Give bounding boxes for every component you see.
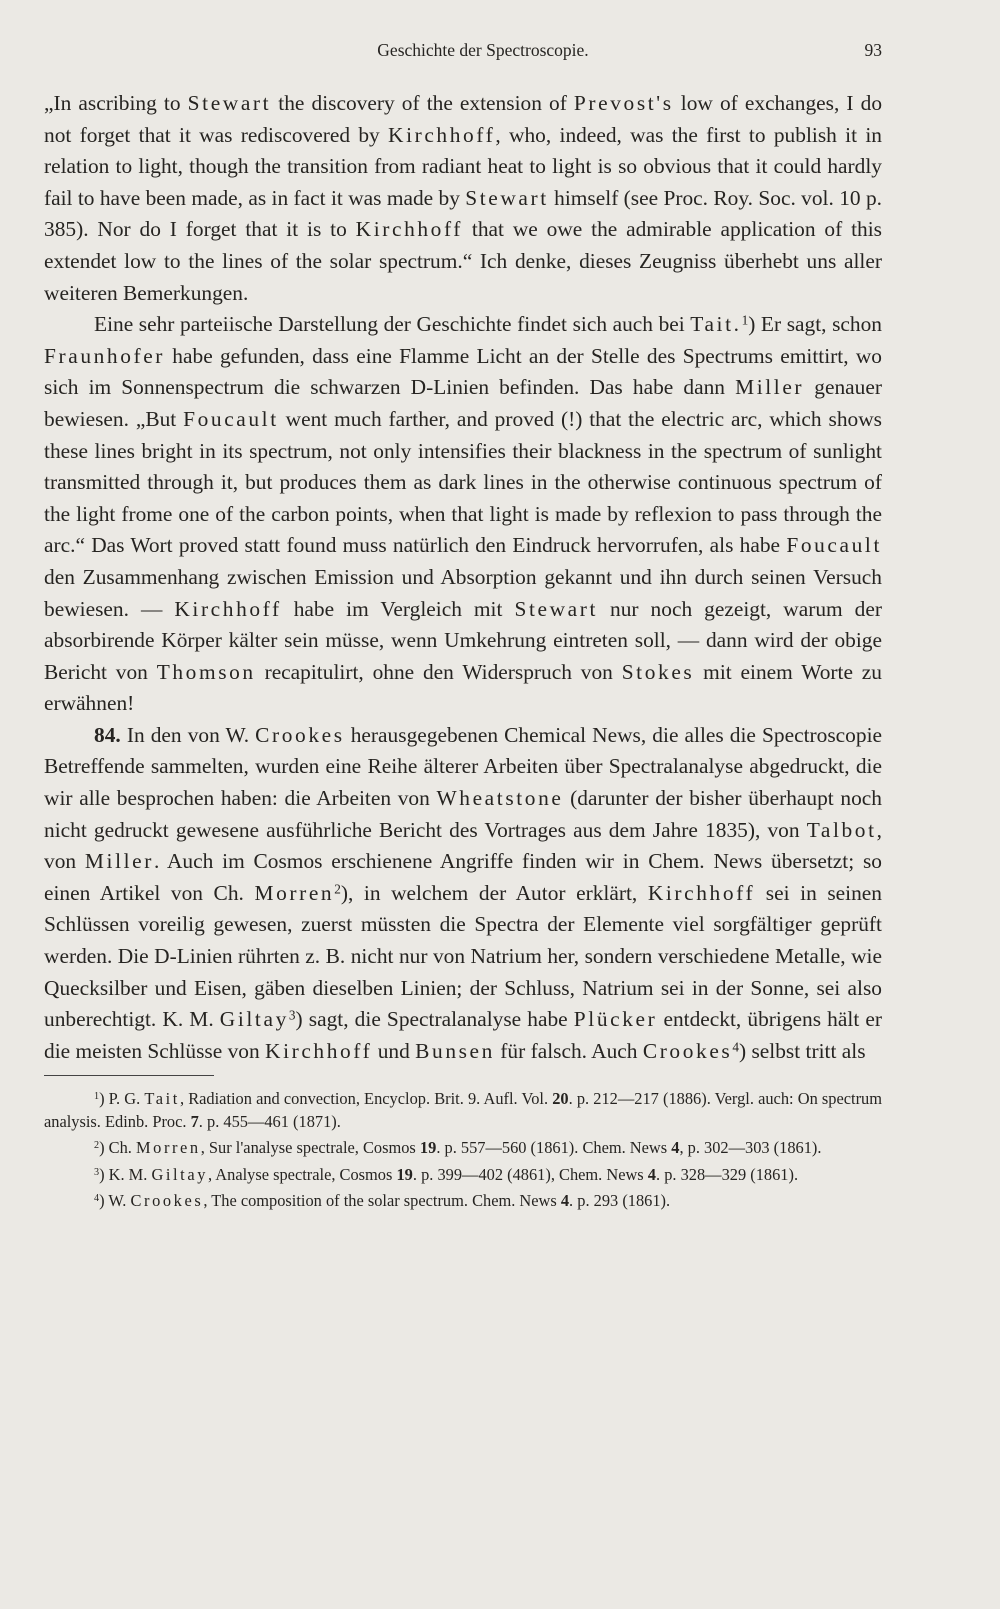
author-name: Giltay [219, 1007, 289, 1032]
footnotes [44, 1088, 882, 1213]
text-span: , von [44, 817, 882, 874]
text-span: ) W. [99, 1191, 131, 1211]
running-head [44, 36, 882, 76]
volume-number: 20 [552, 1089, 569, 1109]
text-span: nur noch gezeigt, warum der absorbirende Körper kälter sein müsse, wenn Umkehrung eintreten soll, — dann wird der obige Bericht von [44, 596, 882, 684]
author-name: Crookes [255, 722, 345, 747]
author-name: Stewart [514, 596, 599, 621]
footnote-ref: 2 [334, 881, 341, 897]
footnote-3 [44, 1164, 882, 1187]
volume-number: 4 [671, 1138, 680, 1158]
text-span: . p. 455—461 (1871). [198, 1111, 341, 1131]
text-span: recapitulirt, ohne den Widerspruch von [255, 659, 622, 684]
author-name: Kirchhoff [174, 596, 282, 621]
paragraph-tait [44, 309, 882, 720]
author-name: Miller [735, 375, 805, 400]
text-span: entdeckt, übrigens hält er die meisten Schlüsse von [44, 1007, 882, 1063]
text-span: sei in seinen Schlüssen voreilig gewesen, zuerst müssten die Spectra der Elemente viel sorgfältiger geprüft werden. Die D-Linien rührten z. B. nicht nur von Natrium her, sondern verschiedene Metalle, wie Quecksilber und Eisen, gäben dieselben Linien; der Schluss, Natrium sei in der Sonne, sei also unberechtigt. K. M. [44, 880, 882, 1032]
text-span: . p. 328—329 (1861). [656, 1164, 799, 1184]
text-span: habe im Vergleich mit [281, 596, 515, 621]
author-name: Foucault [786, 533, 882, 558]
footnote-ref: 1 [741, 312, 749, 328]
main-text [44, 88, 882, 1067]
author-name: Thomson [156, 659, 256, 684]
section-number: 84. [94, 722, 121, 747]
footnote-mark: 1 [94, 1091, 100, 1103]
text-span: went much farther, and proved (!) that the electric arc, which shows these lines bright in its spectrum, not only intensifies their blackness in the spectrum of sunlight transmitted through it, but produces them as dark lines in the otherwise continuous spectrum of the light frome one of the carbon points, when that light is made by reflexion to pass through the arc.“ Das Wort proved statt found muss natürlich den Eindruck hervorrufen, als habe [44, 406, 882, 558]
author-name: Plücker [573, 1007, 658, 1032]
author-name: Morren [135, 1138, 201, 1158]
footnote-mark: 4 [94, 1193, 100, 1205]
author-name: Stewart [465, 185, 549, 210]
author-name: Morren [254, 880, 335, 905]
volume-number: 19 [396, 1164, 413, 1184]
volume-number: 7 [190, 1111, 199, 1131]
text-span: den Zusammenhang zwischen Emission und Absorption gekannt und ihn durch seinen Versuch bewiesen. — [44, 564, 882, 621]
author-name: Giltay [151, 1164, 209, 1184]
running-title: Geschichte der Spectroscopie. [377, 40, 589, 60]
text-span: habe gefunden, dass eine Flamme Licht an der Stelle des Spectrums emittirt, wo sich im Sonnenspectrum die schwarzen D-Linien befinden. Das habe dann [44, 343, 882, 400]
author-name: Miller [84, 849, 154, 874]
text-span: . Auch im Cosmos erschienene Angriffe finden wir in Chem. News übersetzt; so einen Artikel von Ch. [44, 849, 882, 905]
text-span: ) Ch. [99, 1138, 136, 1158]
text-span: genauer bewiesen. „But [44, 375, 882, 431]
text-span: . p. 293 (1861). [569, 1191, 671, 1211]
footnote-ref: 4 [732, 1039, 739, 1055]
text-span: Eine sehr parteiische Darstellung der Geschichte findet sich auch bei [94, 312, 691, 337]
text-span: , The composition of the solar spectrum. Chem. News [203, 1191, 561, 1211]
volume-number: 19 [419, 1138, 437, 1158]
text-span: herausgegebenen Chemical News, die alles die Spectroscopie Betreffende sammelten, wurden eine Reihe älterer Arbeiten über Spectralanalyse abgedruckt, die wir alle besprochen haben: die Arbeiten von [44, 722, 883, 811]
footnote-mark: 2 [94, 1140, 100, 1152]
author-name: Kirchhoff [355, 217, 464, 242]
text-span: , Radiation and convection, Encyclop. Brit. 9. Aufl. Vol. [179, 1089, 553, 1109]
text-span: In den von W. [120, 722, 256, 747]
paragraph-quote [44, 88, 882, 309]
page-number: 93 [864, 40, 882, 60]
text-span: mit einem Worte zu erwähnen! [44, 659, 882, 716]
author-name: Crookes [642, 1038, 733, 1063]
text-span: „In ascribing to [44, 91, 188, 115]
author-name: Tait [144, 1089, 180, 1109]
text-span: . p. 212—217 (1886). Vergl. auch: On spectrum analysis. Edinb. Proc. [44, 1089, 882, 1131]
text-span: , Analyse spectrale, Cosmos [208, 1164, 397, 1184]
text-span: himself (see Proc. Roy. Soc. vol. 10 p. 385). Nor do I forget that it is to [44, 185, 882, 242]
text-span: ) Er sagt, schon [748, 312, 882, 337]
text-span: für falsch. Auch [494, 1038, 643, 1063]
author-name: Prevost's [573, 91, 674, 115]
text-span: und [372, 1038, 416, 1063]
text-span: ), in welchem der Autor erklärt, [340, 880, 648, 905]
text-span: ) K. M. [99, 1164, 152, 1184]
text-span: , who, indeed, was the first to publish it in relation to light, though the transition from radiant heat to light is so obvious that it could hardly fail to have been made, as in fact it was made by [44, 122, 882, 210]
footnote-1 [44, 1088, 882, 1133]
author-name: Stewart [187, 91, 272, 115]
text-span: . p. 399—402 (4861), Chem. News [412, 1164, 648, 1184]
text-span: ) sagt, die Spectralanalyse habe [295, 1007, 574, 1032]
paragraph-section-84 [44, 720, 882, 1068]
text-span: low of exchanges, I do not forget that it was rediscovered by [44, 91, 883, 147]
text-span: , Sur l'analyse spectrale, Cosmos [200, 1138, 420, 1158]
author-name: Kirchhoff [388, 122, 496, 147]
text-span: ) P. G. [99, 1089, 145, 1109]
text-span: that we owe the admirable application of this extendet low to the lines of the solar spectrum.“ Ich denke, dieses Zeugniss überhebt uns aller weiteren Bemerkungen. [44, 217, 882, 305]
author-name: Fraunhofer [44, 343, 166, 368]
footnote-2 [44, 1137, 882, 1160]
text-span: , p. 302—303 (1861). [679, 1138, 822, 1158]
author-name: Crookes [130, 1191, 204, 1211]
text-span: the discovery of the extension of [271, 91, 574, 115]
author-name: Bunsen [415, 1038, 495, 1063]
footnote-4 [44, 1190, 882, 1213]
author-name: Stokes [621, 659, 695, 684]
volume-number: 4 [560, 1191, 570, 1211]
footnote-ref: 3 [288, 1007, 296, 1023]
volume-number: 4 [647, 1164, 656, 1184]
text-span: (darunter der bisher überhaupt noch nicht gedruckt gewesene ausführliche Bericht des Vortrages aus dem Jahre 1835), von [44, 786, 882, 842]
author-name: Foucault [183, 406, 279, 431]
author-name: Kirchhoff [265, 1038, 373, 1063]
footnote-divider [44, 1075, 214, 1076]
footnote-mark: 3 [94, 1166, 100, 1178]
text-span: ) selbst tritt als [738, 1038, 866, 1063]
author-name: Kirchhoff [647, 880, 756, 905]
text-span: . p. 557—560 (1861). Chem. News [436, 1138, 672, 1158]
author-name: Talbot [806, 817, 877, 842]
author-name: Wheatstone [436, 786, 564, 811]
author-name: Tait. [690, 312, 742, 337]
